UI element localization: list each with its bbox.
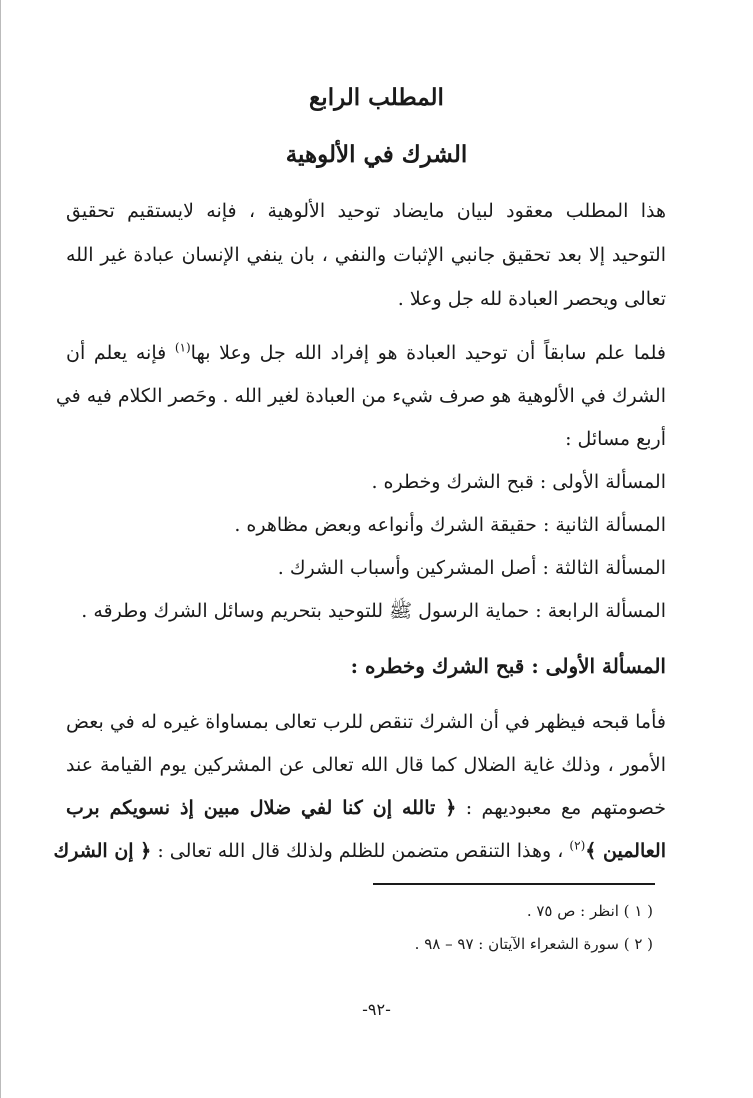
issue-heading: المسألة الأولى : قبح الشرك وخطره : — [350, 654, 666, 678]
paragraph-line — [66, 793, 666, 823]
quran-quote: العالمين ﴾ — [585, 840, 666, 862]
paragraph-line: تعالى ويحصر العبادة لله جل وعلا . — [397, 288, 666, 310]
paragraph-text: فلما علم سابقاً أن توحيد العبادة هو إفراد الله جل وعلا بها — [190, 342, 666, 364]
issue-item: المسألة الثانية : حقيقة الشرك وأنواعه وبعض مظاهره . — [234, 514, 666, 536]
paragraph-text: ، وهذا التنقص متضمن للظلم ولذلك قال الله تعالى : — [151, 840, 570, 862]
paragraph-line: الشرك في الألوهية هو صرف شيء من العبادة لغير الله . وحَصر الكلام فيه في — [55, 385, 666, 407]
footnote: ( ١ ) انظر : ص ٧٥ . — [526, 902, 653, 920]
paragraph-line: أربع مسائل : — [565, 428, 666, 450]
footnote: ( ٢ ) سورة الشعراء الآيتان : ٩٧ – ٩٨ . — [414, 935, 653, 953]
paragraph-line: فأما قبحه فيظهر في أن الشرك تنقص للرب تعالى بمساواة غيره له في بعض — [66, 711, 666, 733]
issue-item: المسألة الأولى : قبح الشرك وخطره . — [371, 471, 666, 493]
quran-quote: ﴿ تالله إن كنا لفي ضلال مبين إذ نسويكم برب — [66, 797, 457, 819]
footnote-ref: (١) — [174, 340, 191, 355]
section-subtitle: الشرك في الألوهية — [285, 141, 468, 168]
footnote-separator — [373, 883, 655, 885]
paragraph-text: خصومتهم مع معبوديهم : — [456, 797, 666, 819]
page-number: -٩٢- — [362, 1000, 391, 1019]
paragraph-line: الأمور ، وذلك غاية الضلال كما قال الله تعالى عن المشركين يوم القيامة عند — [66, 754, 666, 776]
paragraph-line: هذا المطلب معقود لبيان مايضاد توحيد الألوهية ، فإنه لايستقيم تحقيق — [66, 200, 666, 222]
paragraph-text: فإنه يعلم أن — [66, 342, 175, 364]
issue-item: المسألة الثالثة : أصل المشركين وأسباب الشرك . — [277, 557, 666, 579]
paragraph-line — [66, 338, 666, 368]
section-title: المطلب الرابع — [309, 84, 444, 111]
footnote-ref: (٢) — [569, 838, 586, 853]
quran-quote: ﴿ إن الشرك — [53, 840, 152, 862]
paragraph-line: التوحيد إلا بعد تحقيق جانبي الإثبات والنفي ، بان ينفي الإنسان عبادة غير الله — [66, 244, 666, 266]
paragraph-line — [53, 836, 666, 866]
issue-item: المسألة الرابعة : حماية الرسول ﷺ للتوحيد بتحريم وسائل الشرك وطرقه . — [81, 600, 666, 622]
